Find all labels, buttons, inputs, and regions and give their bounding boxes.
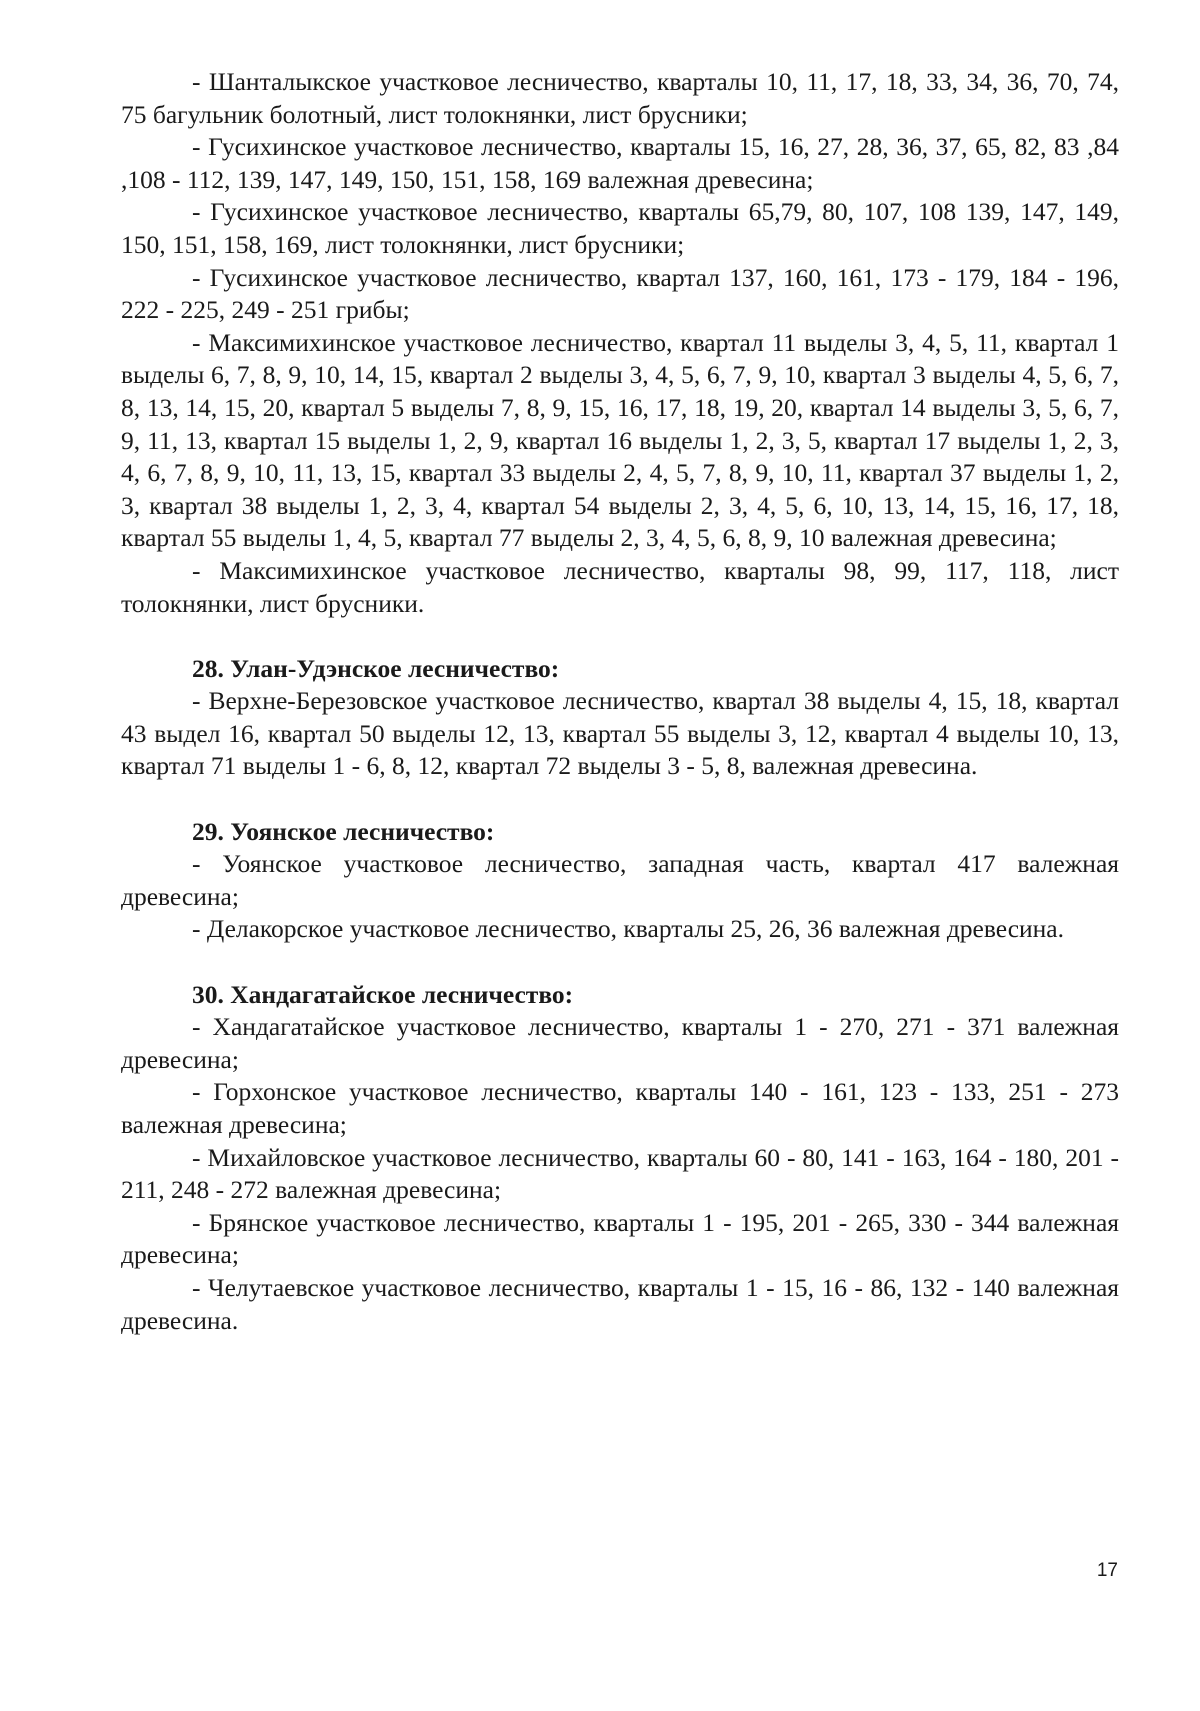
paragraph-mikhaylovskoe: - Михайловское участковое лесничество, кварталы 60 - 80, 141 - 163, 164 - 180, 201 - 211, 248 - 272 валежная древесина;	[121, 1142, 1119, 1205]
section-heading-uoyan: 29. Уоянское лесничество:	[192, 816, 495, 846]
paragraph-maksimikha-plants: - Максимихинское участковое лесничество, кварталы 98, 99, 117, 118, лист толокнянки, лист брусники.	[121, 555, 1119, 618]
paragraph-chelutaevskoe: - Челутаевское участковое лесничество, кварталы 1 - 15, 16 - 86, 132 - 140 валежная древесина.	[121, 1272, 1119, 1335]
page-number: 17	[1096, 1560, 1118, 1581]
section-heading-ulan-ude: 28. Улан-Удэнское лесничество:	[192, 653, 560, 683]
paragraph-maksimikha-deadwood: - Максимихинское участковое лесничество, квартал 11 выделы 3, 4, 5, 11, квартал 1 выделы 6, 7, 8, 9, 10, 14, 15, квартал 2 выделы 3, 4, 5, 6, 7, 9, 10, квартал 3 выделы 4, 5, 6, 7, 8, 13, 14, 15, 20, квартал 5 выделы 7, 8, 9, 15, 16, 17, 18, 19, 20, квартал 14 выделы 3, 5, 6, 7, 9, 11, 13, квартал 15 выделы 1, 2, 9, квартал 16 выделы 1, 2, 3, 5, квартал 17 выделы 1, 2, 3, 4, 6, 7, 8, 9, 10, 11, 13, 15, квартал 33 выделы 2, 4, 5, 7, 8, 9, 10, 11, квартал 37 выделы 1, 2, 3, квартал 38 выделы 1, 2, 3, 4, квартал 54 выделы 2, 3, 4, 5, 6, 10, 13, 14, 15, 16, 17, 18, квартал 55 выделы 1, 4, 5, квартал 77 выделы 2, 3, 4, 5, 6, 8, 9, 10 валежная древесина;	[121, 327, 1119, 553]
paragraph-gusikha-mushrooms: - Гусихинское участковое лесничество, квартал 137, 160, 161, 173 - 179, 184 - 196, 222 - 225, 249 - 251 грибы;	[121, 262, 1119, 325]
paragraph-shantalyk-plants: - Шанталыкское участковое лесничество, кварталы 10, 11, 17, 18, 33, 34, 36, 70, 74, 75 багульник болотный, лист толокнянки, лист брусники;	[121, 67, 1119, 129]
paragraph-uoyanskoe: - Уоянское участковое лесничество, западная часть, квартал 417 валежная древесина;	[121, 849, 1119, 911]
paragraph-bryanskoe: - Брянское участковое лесничество, кварталы 1 - 195, 201 - 265, 330 - 344 валежная древесина;	[121, 1207, 1119, 1270]
document-body	[121, 66, 1119, 1337]
paragraph-khandagatayskoe: - Хандагатайское участковое лесничество, кварталы 1 - 270, 271 - 371 валежная древесина;	[121, 1012, 1119, 1074]
section-heading-khandagatay: 30. Хандагатайское лесничество:	[192, 979, 574, 1009]
paragraph-gusikha-deadwood: - Гусихинское участковое лесничество, кварталы 15, 16, 27, 28, 36, 37, 65, 82, 83 ,84 ,108 - 112, 139, 147, 149, 150, 151, 158, 169 валежная древесина;	[121, 132, 1119, 194]
paragraph-delakorskoe: - Делакорское участковое лесничество, кварталы 25, 26, 36 валежная древесина.	[192, 914, 1065, 944]
paragraph-verkhne-berezovskoe: - Верхне-Березовское участковое лесничество, квартал 38 выделы 4, 15, 18, квартал 43 выдел 16, квартал 50 выделы 12, 13, квартал 55 выделы 3, 12, квартал 4 выделы 10, 13, квартал 71 выделы 1 - 6, 8, 12, квартал 72 выделы 3 - 5, 8, валежная древесина.	[121, 686, 1119, 781]
paragraph-gusikha-plants: - Гусихинское участковое лесничество, кварталы 65,79, 80, 107, 108 139, 147, 149, 150, 151, 158, 169, лист толокнянки, лист брусники;	[121, 197, 1119, 259]
paragraph-gorkhonskoe: - Горхонское участковое лесничество, кварталы 140 - 161, 123 - 133, 251 - 273 валежная древесина;	[121, 1077, 1119, 1139]
